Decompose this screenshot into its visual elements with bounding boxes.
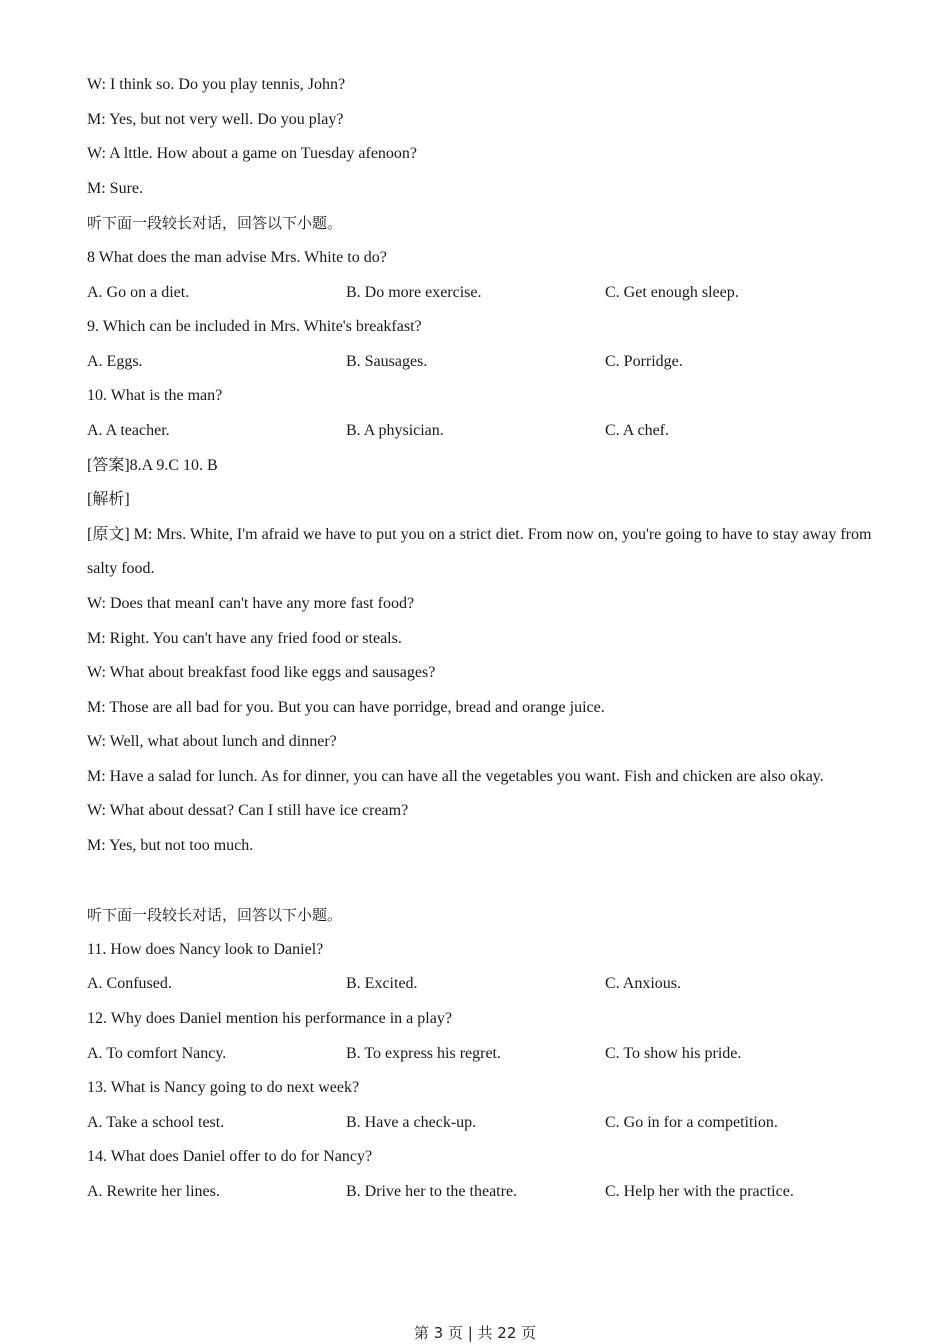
- blank-line: [87, 864, 877, 899]
- dialog-line: W: I think so. Do you play tennis, John?: [87, 76, 346, 93]
- transcript-line: M: Right. You can't have any fried food or steals.: [87, 629, 402, 647]
- analysis-label: [解析]: [87, 491, 130, 509]
- page-footer: 第 3 页 | 共 22 页: [413, 1324, 537, 1342]
- dialog-line: M: Yes, but not very well. Do you play?: [87, 110, 344, 128]
- question-13: 13. What is Nancy going to do next week?: [87, 1079, 360, 1097]
- transcript-line: W: Well, what about lunch and dinner?: [87, 733, 337, 751]
- section-instruction: 听下面一段较长对话，回答以下小题。: [87, 906, 343, 925]
- transcript-line: W: What about breakfast food like eggs and sausages?: [87, 664, 436, 682]
- option-b: B. Drive her to the theatre.: [346, 1183, 518, 1200]
- option-c: C. Anxious.: [605, 975, 682, 993]
- option-a: A. Go on a diet.: [87, 283, 190, 301]
- dialog-line: W: A lttle. How about a game on Tuesday afenoon?: [87, 145, 418, 163]
- question-8-options: [87, 276, 877, 311]
- transcript-line: M: Yes, but not too much.: [87, 837, 254, 855]
- question-12-options: [87, 1037, 877, 1072]
- transcript-line: M: Those are all bad for you. But you can have porridge, bread and orange juice.: [87, 698, 605, 716]
- question-9: 9. Which can be included in Mrs. White's breakfast?: [87, 318, 422, 336]
- question-13-options: [87, 1106, 877, 1141]
- question-11-options: [87, 967, 877, 1002]
- transcript-line: M: Have a salad for lunch. As for dinner, you can have all the vegetables you want. Fish and chicken are also okay.: [87, 767, 824, 785]
- option-a: A. To comfort Nancy.: [87, 1044, 227, 1062]
- option-b: B. Sausages.: [346, 352, 428, 370]
- option-a: A. Confused.: [87, 975, 172, 993]
- question-10: 10. What is the man?: [87, 387, 223, 405]
- section-instruction: 听下面一段较长对话，回答以下小题。: [87, 214, 343, 233]
- option-c: C. Get enough sleep.: [605, 283, 739, 301]
- question-12: 12. Why does Daniel mention his performance in a play?: [87, 1010, 452, 1028]
- option-a: A. Take a school test.: [87, 1113, 225, 1131]
- question-8: 8 What does the man advise Mrs. White to do?: [87, 248, 387, 266]
- option-a: A. Rewrite her lines.: [87, 1183, 220, 1200]
- option-c: C. To show his pride.: [605, 1044, 742, 1062]
- option-b: B. Do more exercise.: [346, 283, 482, 301]
- option-c: C. Help her with the practice.: [605, 1183, 794, 1200]
- option-c: C. A chef.: [605, 421, 669, 439]
- option-b: B. A physician.: [346, 421, 444, 439]
- answer-key: [答案]8.A 9.C 10. B: [87, 456, 218, 474]
- option-b: B. Have a check-up.: [346, 1113, 477, 1131]
- transcript-intro: [原文] M: Mrs. White, I'm afraid we have to put you on a strict diet. From now on, you're going to have to stay away from salty food.: [87, 525, 872, 578]
- option-a: A. Eggs.: [87, 352, 143, 370]
- option-c: C. Porridge.: [605, 352, 683, 370]
- option-a: A. A teacher.: [87, 421, 170, 439]
- document-page: [87, 68, 877, 1210]
- dialog-line: M: Sure.: [87, 179, 143, 197]
- transcript-line: W: Does that meanI can't have any more fast food?: [87, 594, 415, 612]
- question-14-options: [87, 1175, 877, 1210]
- option-b: B. To express his regret.: [346, 1044, 501, 1062]
- question-14: 14. What does Daniel offer to do for Nancy?: [87, 1148, 373, 1166]
- question-10-options: [87, 414, 877, 449]
- question-9-options: [87, 345, 877, 380]
- option-c: C. Go in for a competition.: [605, 1113, 778, 1131]
- question-11: 11. How does Nancy look to Daniel?: [87, 940, 324, 958]
- transcript-line: W: What about dessat? Can I still have ice cream?: [87, 802, 409, 820]
- option-b: B. Excited.: [346, 975, 418, 993]
